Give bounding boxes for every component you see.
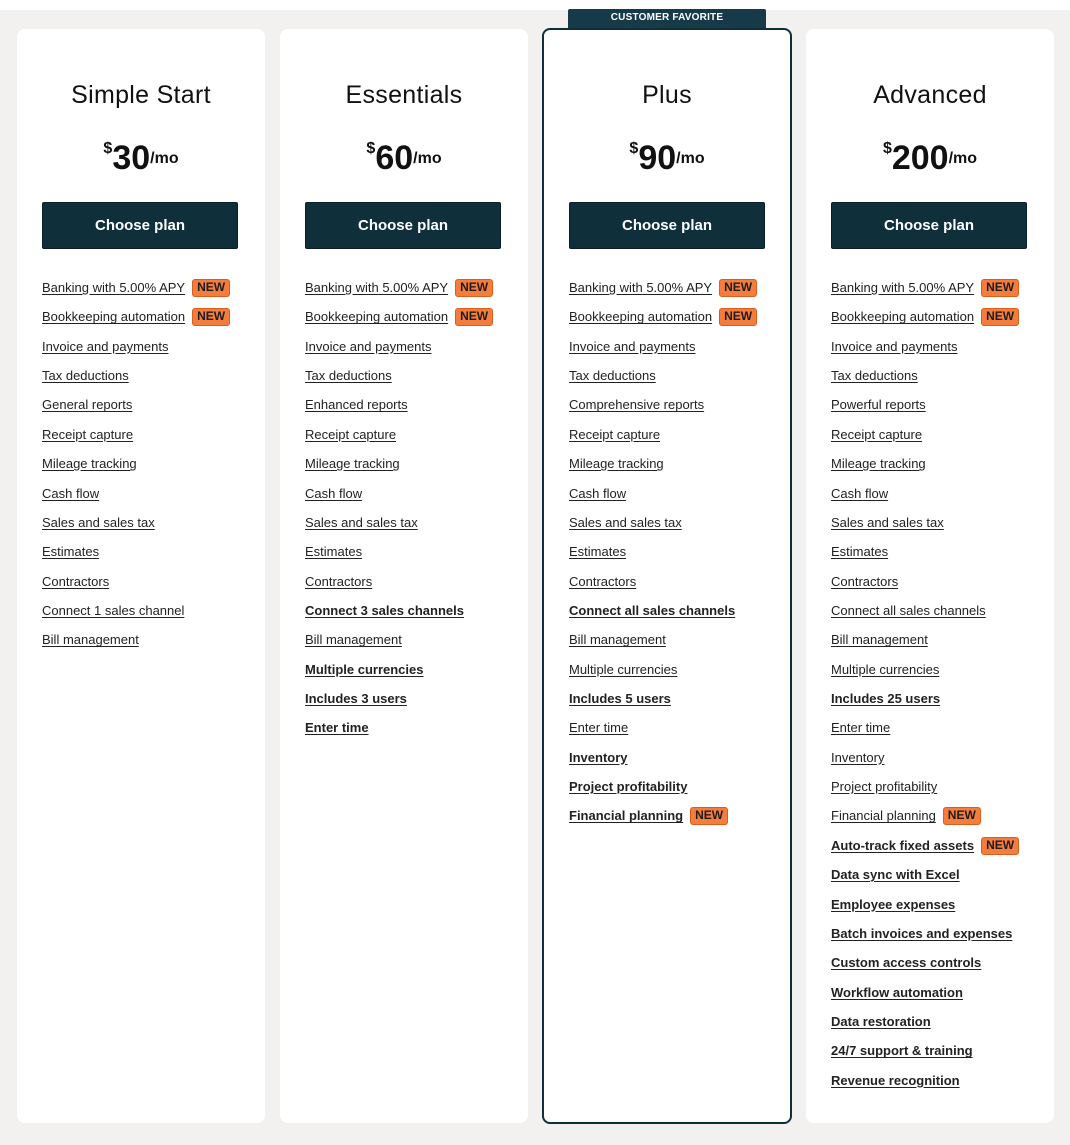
- choose-plan-button[interactable]: Choose plan: [305, 202, 501, 249]
- feature-link[interactable]: Contractors: [831, 573, 899, 589]
- feature-item: [42, 629, 230, 658]
- feature-item: [569, 483, 757, 512]
- feature-link[interactable]: Employee expenses: [831, 896, 956, 912]
- feature-link[interactable]: Mileage tracking: [305, 456, 400, 472]
- feature-item: [305, 659, 493, 688]
- feature-link[interactable]: Banking with 5.00% APY: [305, 280, 449, 295]
- feature-item: [569, 424, 757, 453]
- feature-link[interactable]: Includes 5 users: [569, 691, 671, 707]
- feature-item: [569, 747, 757, 776]
- feature-link[interactable]: Sales and sales tax: [831, 514, 944, 530]
- feature-item: [831, 952, 1019, 981]
- feature-link[interactable]: Multiple currencies: [831, 661, 940, 677]
- feature-item: [569, 394, 757, 423]
- new-badge: NEW: [455, 279, 493, 297]
- feature-item: [569, 365, 757, 394]
- feature-link[interactable]: Inventory: [569, 749, 628, 765]
- feature-link[interactable]: Enter time: [569, 720, 629, 736]
- feature-link[interactable]: Inventory: [831, 749, 885, 765]
- feature-item: [831, 688, 1019, 717]
- plan-card-advanced: [806, 29, 1054, 1123]
- feature-link[interactable]: Tax deductions: [569, 368, 656, 384]
- feature-link[interactable]: Includes 3 users: [305, 691, 407, 707]
- feature-item: [305, 512, 493, 541]
- feature-item: [831, 277, 1019, 306]
- feature-link[interactable]: Bookkeeping automation: [305, 309, 449, 325]
- feature-item: [831, 571, 1019, 600]
- feature-link[interactable]: Enhanced reports: [305, 397, 408, 413]
- customer-favorite-badge: CUSTOMER FAVORITE: [568, 9, 766, 29]
- feature-link[interactable]: Tax deductions: [305, 368, 392, 384]
- feature-link[interactable]: Custom access controls: [831, 955, 982, 971]
- feature-link[interactable]: Tax deductions: [831, 368, 918, 384]
- feature-item: [569, 600, 757, 629]
- plan-card-plus: [542, 28, 792, 1124]
- price-amount: 60: [375, 139, 414, 177]
- new-badge: NEW: [719, 279, 757, 297]
- feature-item: [305, 541, 493, 570]
- plan-name: Advanced: [873, 81, 987, 109]
- price-amount: 200: [891, 139, 949, 177]
- feature-link[interactable]: Enter time: [305, 720, 369, 736]
- plan-price: [280, 139, 528, 178]
- feature-item: [831, 336, 1019, 365]
- feature-link[interactable]: Bill management: [569, 632, 666, 648]
- feature-item: [569, 571, 757, 600]
- feature-item: [831, 923, 1019, 952]
- feature-item: [831, 424, 1019, 453]
- plan-name: Plus: [642, 81, 692, 109]
- feature-link[interactable]: Project profitability: [569, 779, 688, 795]
- feature-item: [42, 571, 230, 600]
- price-period: /mo: [413, 150, 442, 167]
- feature-item: [42, 277, 230, 306]
- feature-item: [305, 453, 493, 482]
- feature-link[interactable]: Multiple currencies: [569, 661, 678, 677]
- feature-link[interactable]: Sales and sales tax: [305, 514, 418, 530]
- feature-item: [42, 600, 230, 629]
- feature-item: [42, 394, 230, 423]
- feature-link[interactable]: Bill management: [42, 632, 139, 648]
- feature-item: [831, 1070, 1019, 1099]
- feature-link[interactable]: Data sync with Excel: [831, 867, 960, 883]
- feature-item: [305, 277, 493, 306]
- feature-link[interactable]: Receipt capture: [569, 426, 661, 442]
- feature-item: [569, 277, 757, 306]
- feature-item: [831, 629, 1019, 658]
- feature-link[interactable]: Banking with 5.00% APY: [42, 280, 186, 295]
- feature-link[interactable]: Comprehensive reports: [569, 397, 705, 413]
- feature-item: [569, 541, 757, 570]
- feature-link[interactable]: Tax deductions: [42, 368, 129, 384]
- feature-link[interactable]: Invoice and payments: [831, 338, 958, 354]
- price-period: /mo: [150, 150, 179, 167]
- feature-link[interactable]: Financial planning: [569, 808, 684, 824]
- feature-list: [42, 277, 230, 659]
- feature-item: [831, 1011, 1019, 1040]
- feature-item: [569, 776, 757, 805]
- feature-link[interactable]: Connect 3 sales channels: [305, 602, 464, 618]
- new-badge: NEW: [690, 807, 728, 825]
- feature-item: [831, 306, 1019, 335]
- feature-list: [569, 277, 757, 835]
- choose-plan-button[interactable]: Choose plan: [831, 202, 1027, 249]
- feature-link[interactable]: Bookkeeping automation: [42, 309, 186, 325]
- feature-link[interactable]: Bookkeeping automation: [831, 309, 975, 325]
- feature-item: [305, 394, 493, 423]
- feature-item: [831, 982, 1019, 1011]
- feature-item: [831, 894, 1019, 923]
- price-period: /mo: [676, 150, 705, 167]
- feature-item: [831, 394, 1019, 423]
- feature-link[interactable]: Mileage tracking: [42, 456, 137, 472]
- feature-item: [831, 835, 1019, 864]
- feature-link[interactable]: Estimates: [831, 544, 889, 560]
- feature-link[interactable]: Invoice and payments: [569, 338, 696, 354]
- feature-link[interactable]: Invoice and payments: [42, 338, 169, 354]
- feature-item: [305, 629, 493, 658]
- feature-link[interactable]: Powerful reports: [831, 397, 926, 413]
- feature-item: [831, 483, 1019, 512]
- choose-plan-button[interactable]: Choose plan: [42, 202, 238, 249]
- feature-link[interactable]: Contractors: [569, 573, 637, 589]
- feature-link[interactable]: Mileage tracking: [831, 456, 926, 472]
- new-badge: NEW: [455, 308, 493, 326]
- feature-link[interactable]: Revenue recognition: [831, 1072, 960, 1088]
- feature-link[interactable]: Mileage tracking: [569, 456, 664, 472]
- feature-link[interactable]: Connect 1 sales channel: [42, 602, 185, 618]
- plan-card-simple-start: [17, 29, 265, 1123]
- plan-price: [544, 139, 790, 178]
- feature-item: [305, 306, 493, 335]
- new-badge: NEW: [981, 837, 1019, 855]
- plan-price: [806, 139, 1054, 178]
- choose-plan-button[interactable]: Choose plan: [569, 202, 765, 249]
- feature-link[interactable]: Bookkeeping automation: [569, 309, 713, 325]
- feature-item: [42, 306, 230, 335]
- new-badge: NEW: [719, 308, 757, 326]
- new-badge: NEW: [943, 807, 981, 825]
- feature-item: [305, 600, 493, 629]
- feature-item: [305, 365, 493, 394]
- feature-link[interactable]: Cash flow: [569, 485, 627, 501]
- feature-item: [569, 306, 757, 335]
- feature-link[interactable]: Estimates: [569, 544, 627, 560]
- feature-item: [569, 659, 757, 688]
- feature-link[interactable]: Receipt capture: [831, 426, 923, 442]
- feature-link[interactable]: Bill management: [831, 632, 928, 648]
- feature-link[interactable]: Estimates: [305, 544, 363, 560]
- feature-link[interactable]: Sales and sales tax: [569, 514, 682, 530]
- feature-item: [831, 805, 1019, 834]
- feature-link[interactable]: Contractors: [42, 573, 110, 589]
- feature-link[interactable]: Receipt capture: [42, 426, 134, 442]
- feature-item: [569, 336, 757, 365]
- new-badge: NEW: [192, 279, 230, 297]
- new-badge: NEW: [981, 308, 1019, 326]
- feature-item: [305, 336, 493, 365]
- feature-item: [831, 541, 1019, 570]
- plan-price: [17, 139, 265, 178]
- price-currency: $: [366, 140, 376, 157]
- feature-item: [831, 600, 1019, 629]
- price-amount: 30: [112, 139, 151, 177]
- feature-list: [305, 277, 493, 747]
- feature-link[interactable]: Connect all sales channels: [569, 602, 736, 618]
- feature-item: [569, 629, 757, 658]
- feature-item: [42, 424, 230, 453]
- price-amount: 90: [638, 139, 677, 177]
- feature-link[interactable]: Receipt capture: [305, 426, 397, 442]
- plan-card-essentials: [280, 29, 528, 1123]
- feature-item: [831, 512, 1019, 541]
- feature-link[interactable]: Estimates: [42, 544, 100, 560]
- feature-link[interactable]: Data restoration: [831, 1013, 931, 1029]
- feature-link[interactable]: Bill management: [305, 632, 402, 648]
- feature-item: [831, 1040, 1019, 1069]
- feature-item: [305, 571, 493, 600]
- feature-link[interactable]: Banking with 5.00% APY: [569, 280, 713, 295]
- new-badge: NEW: [981, 279, 1019, 297]
- feature-link[interactable]: Connect all sales channels: [831, 602, 986, 618]
- feature-item: [305, 717, 493, 746]
- feature-link[interactable]: Workflow automation: [831, 984, 963, 1000]
- plan-name: Simple Start: [71, 81, 211, 109]
- feature-link[interactable]: Financial planning: [831, 808, 936, 824]
- feature-link[interactable]: 24/7 support & training: [831, 1043, 973, 1059]
- feature-item: [305, 483, 493, 512]
- price-period: /mo: [948, 150, 978, 167]
- feature-link[interactable]: Includes 25 users: [831, 691, 941, 707]
- feature-link[interactable]: Project profitability: [831, 779, 938, 795]
- feature-item: [569, 453, 757, 482]
- feature-item: [831, 717, 1019, 746]
- feature-link[interactable]: Multiple currencies: [305, 661, 424, 677]
- feature-item: [831, 747, 1019, 776]
- feature-item: [569, 688, 757, 717]
- feature-link[interactable]: Contractors: [305, 573, 373, 589]
- feature-item: [569, 717, 757, 746]
- feature-item: [42, 365, 230, 394]
- feature-item: [42, 512, 230, 541]
- feature-item: [569, 512, 757, 541]
- feature-item: [42, 453, 230, 482]
- feature-list: [831, 277, 1019, 1099]
- feature-item: [831, 659, 1019, 688]
- feature-item: [42, 483, 230, 512]
- feature-item: [831, 864, 1019, 893]
- price-currency: $: [882, 140, 892, 157]
- feature-item: [305, 688, 493, 717]
- feature-link[interactable]: Cash flow: [42, 485, 100, 501]
- feature-item: [42, 541, 230, 570]
- price-currency: $: [629, 140, 639, 157]
- feature-link[interactable]: Cash flow: [305, 485, 363, 501]
- feature-link[interactable]: Banking with 5.00% APY: [831, 280, 975, 295]
- feature-item: [831, 453, 1019, 482]
- feature-link[interactable]: Batch invoices and expenses: [831, 925, 1013, 941]
- feature-item: [569, 805, 757, 834]
- feature-item: [831, 365, 1019, 394]
- feature-link[interactable]: Enter time: [831, 720, 891, 736]
- feature-link[interactable]: Sales and sales tax: [42, 514, 155, 530]
- feature-link[interactable]: Auto-track fixed assets: [831, 837, 975, 853]
- feature-item: [831, 776, 1019, 805]
- feature-link[interactable]: Invoice and payments: [305, 338, 432, 354]
- feature-item: [305, 424, 493, 453]
- plan-name: Essentials: [345, 81, 463, 109]
- feature-item: [42, 336, 230, 365]
- price-currency: $: [103, 140, 113, 157]
- feature-link[interactable]: Cash flow: [831, 485, 889, 501]
- new-badge: NEW: [192, 308, 230, 326]
- feature-link[interactable]: General reports: [42, 397, 133, 413]
